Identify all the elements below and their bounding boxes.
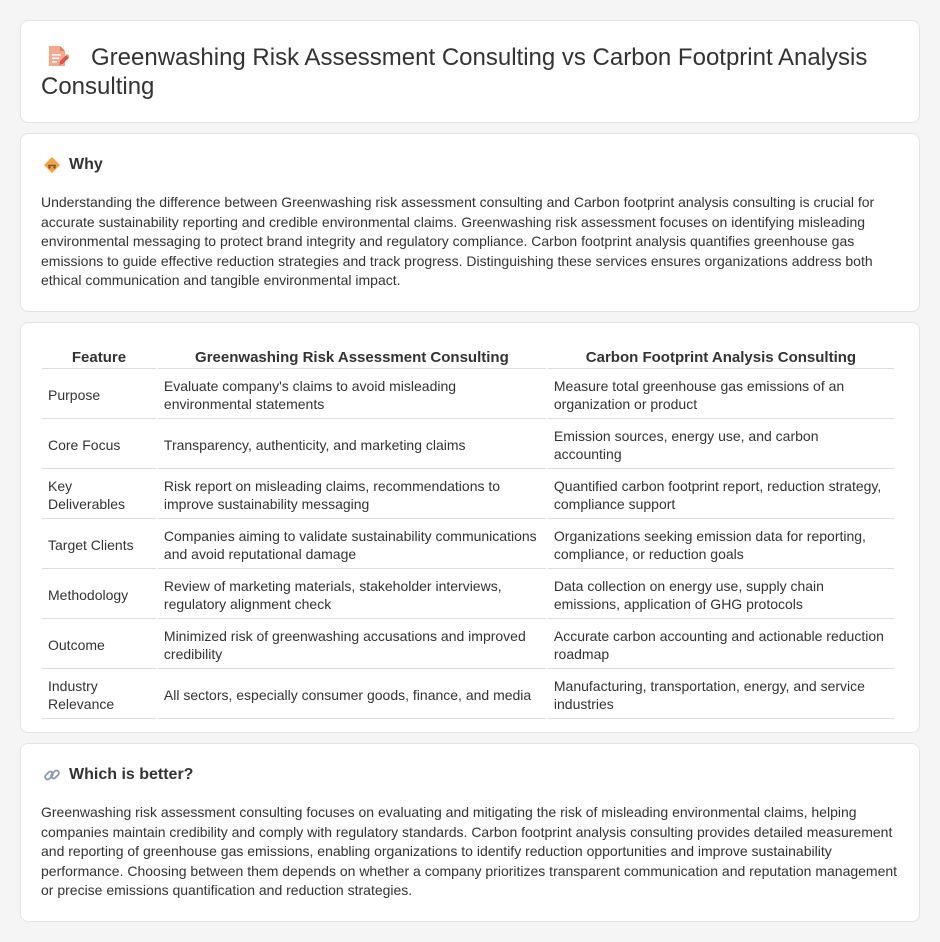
cell-greenwashing: Companies aiming to validate sustainability communications and avoid reputational damage [158, 521, 546, 569]
cell-carbon: Measure total greenhouse gas emissions of an organization or product [548, 371, 894, 419]
cell-feature: Key Deliverables [42, 471, 156, 519]
title-card [20, 20, 920, 123]
which-heading-text: Which is better? [69, 766, 194, 783]
document-pencil-icon [45, 44, 69, 68]
table-row [42, 421, 894, 469]
why-heading [43, 155, 899, 175]
table-row [42, 371, 894, 419]
cell-feature: Outcome [42, 621, 156, 669]
cell-greenwashing: Review of marketing materials, stakeholder interviews, regulatory alignment check [158, 571, 546, 619]
table-header-row [42, 345, 894, 369]
diamond-warning-icon [43, 156, 61, 174]
header-carbon-footprint: Carbon Footprint Analysis Consulting [548, 345, 894, 369]
page-title-text: Greenwashing Risk Assessment Consulting vs Carbon Footprint Analysis Consulting [41, 44, 868, 100]
cell-carbon: Accurate carbon accounting and actionable reduction roadmap [548, 621, 894, 669]
comparison-table-card [20, 322, 920, 733]
why-section [20, 133, 920, 312]
cell-carbon: Data collection on energy use, supply chain emissions, application of GHG protocols [548, 571, 894, 619]
header-greenwashing: Greenwashing Risk Assessment Consulting [158, 345, 546, 369]
cell-greenwashing: Transparency, authenticity, and marketing claims [158, 421, 546, 469]
cell-feature: Core Focus [42, 421, 156, 469]
which-section [20, 743, 920, 922]
why-heading-text: Why [69, 156, 103, 173]
which-text: Greenwashing risk assessment consulting focuses on evaluating and mitigating the risk of misleading environmental claims, helping companies maintain credibility and comply with regulatory standards. Carbon footprint analysis consulting provides detailed measurement and reporting of greenhouse gas emissions, enabling organizations to identify reduction opportunities and improve sustainability performance. Choosing between them depends on whether a company prioritizes transparent communication and reputation management or precise emissions quantification and reduction strategies. [41, 804, 898, 899]
comparison-table [40, 343, 896, 721]
cell-feature: Methodology [42, 571, 156, 619]
table-row [42, 671, 894, 719]
table-row [42, 471, 894, 519]
page-title [41, 43, 899, 101]
cell-feature: Industry Relevance [42, 671, 156, 719]
link-icon [43, 766, 61, 784]
cell-greenwashing: Evaluate company's claims to avoid misleading environmental statements [158, 371, 546, 419]
why-text: Understanding the difference between Greenwashing risk assessment consulting and Carbon footprint analysis consulting is crucial for accurate sustainability reporting and credible environmental claims. Greenwashing risk assessment focuses on identifying misleading environmental messaging to protect brand integrity and regulatory compliance. Carbon footprint analysis quantifies greenhouse gas emissions to guide effective reduction strategies and track progress. Distinguishing these services ensures organizations address both ethical communication and tangible environmental impact. [41, 194, 875, 289]
cell-carbon: Organizations seeking emission data for reporting, compliance, or reduction goals [548, 521, 894, 569]
cell-carbon: Emission sources, energy use, and carbon accounting [548, 421, 894, 469]
cell-greenwashing: All sectors, especially consumer goods, finance, and media [158, 671, 546, 719]
which-heading [43, 765, 899, 785]
cell-carbon: Manufacturing, transportation, energy, and service industries [548, 671, 894, 719]
header-feature: Feature [42, 345, 156, 369]
table-row [42, 621, 894, 669]
cell-greenwashing: Risk report on misleading claims, recommendations to improve sustainability messaging [158, 471, 546, 519]
table-row [42, 521, 894, 569]
cell-carbon: Quantified carbon footprint report, reduction strategy, compliance support [548, 471, 894, 519]
table-row [42, 571, 894, 619]
cell-feature: Purpose [42, 371, 156, 419]
cell-feature: Target Clients [42, 521, 156, 569]
cell-greenwashing: Minimized risk of greenwashing accusations and improved credibility [158, 621, 546, 669]
